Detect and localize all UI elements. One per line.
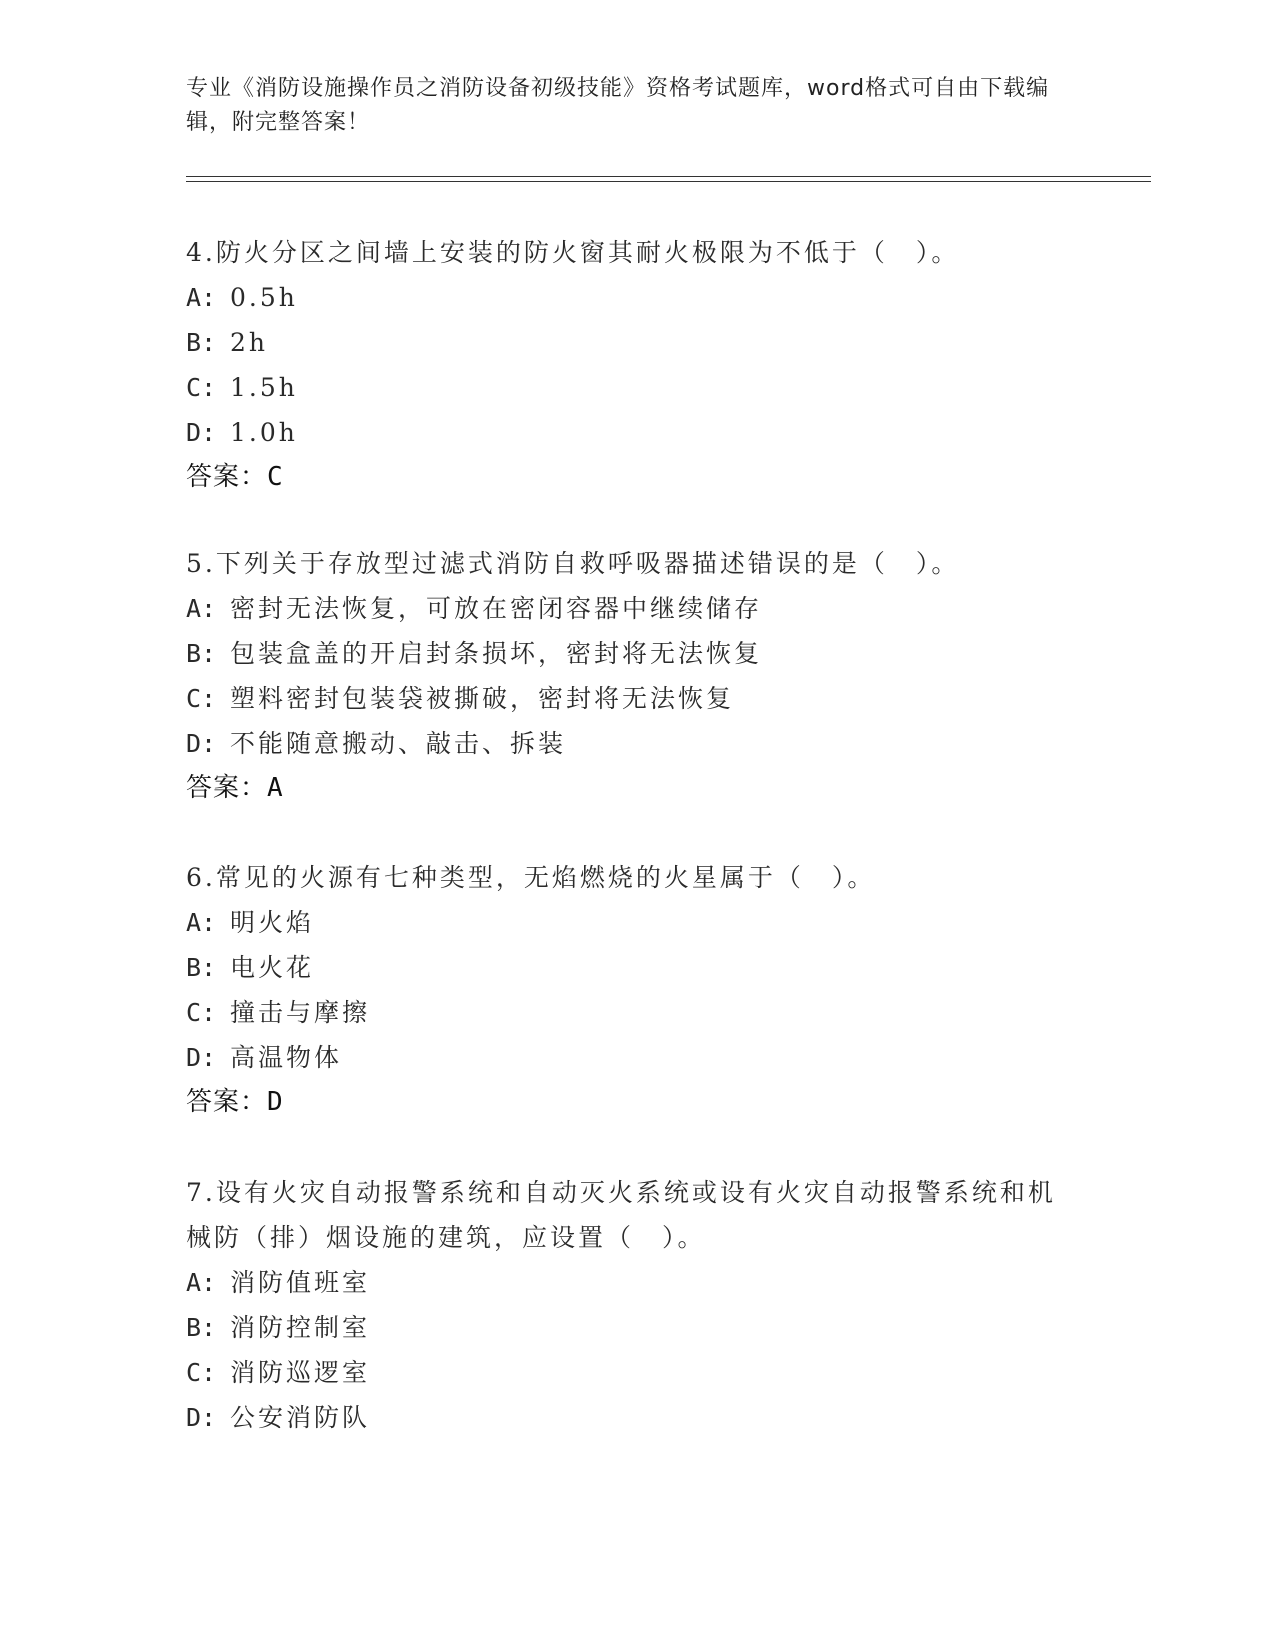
option-c — [186, 365, 1066, 410]
option-letter: A: — [186, 594, 217, 623]
answer-line — [186, 1080, 1066, 1125]
option-d — [186, 1395, 1066, 1440]
option-text: 塑料密封包装袋被撕破，密封将无法恢复 — [230, 684, 735, 713]
option-a — [186, 275, 1066, 320]
option-d — [186, 721, 1066, 766]
answer-label: 答案： — [186, 462, 268, 492]
option-a — [186, 586, 1066, 631]
option-text: 明火焰 — [230, 908, 315, 937]
option-letter: B: — [186, 328, 217, 357]
option-letter: D: — [186, 729, 217, 758]
header-divider-bottom — [186, 181, 1151, 182]
question-5 — [186, 541, 1066, 811]
question-stem: 5.下列关于存放型过滤式消防自救呼吸器描述错误的是（ ）。 — [186, 549, 960, 578]
option-text: 公安消防队 — [230, 1403, 371, 1432]
option-letter: C: — [186, 998, 217, 1027]
option-text: 电火花 — [230, 953, 315, 982]
answer-value: C — [267, 462, 284, 492]
option-text: 0.5h — [230, 283, 298, 312]
option-letter: B: — [186, 953, 217, 982]
option-text: 1.0h — [230, 418, 298, 447]
option-letter: A: — [186, 1268, 217, 1297]
question-6 — [186, 855, 1066, 1125]
option-letter: B: — [186, 1313, 217, 1342]
option-letter: B: — [186, 639, 217, 668]
answer-label: 答案： — [186, 773, 268, 803]
option-letter: A: — [186, 908, 217, 937]
option-text: 消防巡逻室 — [230, 1358, 371, 1387]
option-text: 撞击与摩擦 — [230, 998, 371, 1027]
header-divider-top — [186, 176, 1151, 177]
answer-line — [186, 766, 1066, 811]
option-a — [186, 900, 1066, 945]
answer-value: A — [267, 773, 284, 803]
question-stem: 6.常见的火源有七种类型，无焰燃烧的火星属于（ ）。 — [186, 863, 876, 892]
option-text: 密封无法恢复，可放在密闭容器中继续储存 — [230, 594, 763, 623]
option-text: 消防控制室 — [230, 1313, 371, 1342]
option-b — [186, 945, 1066, 990]
option-d — [186, 1035, 1066, 1080]
option-letter: D: — [186, 418, 217, 447]
option-c — [186, 676, 1066, 721]
option-a — [186, 1260, 1066, 1305]
option-d — [186, 410, 1066, 455]
option-text: 消防值班室 — [230, 1268, 371, 1297]
answer-value: D — [267, 1087, 284, 1117]
document-header-intro: 专业《消防设施操作员之消防设备初级技能》资格考试题库，word格式可自由下载编辑，附完整答案！ — [186, 76, 1050, 135]
question-7 — [186, 1170, 1066, 1440]
option-letter: D: — [186, 1403, 217, 1432]
option-text: 高温物体 — [230, 1043, 343, 1072]
option-text: 不能随意搬动、敲击、拆装 — [230, 729, 567, 758]
option-letter: C: — [186, 373, 217, 402]
option-text: 包装盒盖的开启封条损坏，密封将无法恢复 — [230, 639, 763, 668]
option-b — [186, 320, 1066, 365]
question-stem: 7.设有火灾自动报警系统和自动灭火系统或设有火灾自动报警系统和机械防（排）烟设施的建筑，应设置（ ）。 — [186, 1178, 1056, 1252]
option-letter: D: — [186, 1043, 217, 1072]
option-text: 1.5h — [230, 373, 298, 402]
option-text: 2h — [230, 328, 269, 357]
option-c — [186, 1350, 1066, 1395]
option-letter: C: — [186, 684, 217, 713]
answer-line — [186, 455, 1066, 500]
option-letter: C: — [186, 1358, 217, 1387]
option-b — [186, 631, 1066, 676]
question-stem: 4.防火分区之间墙上安装的防火窗其耐火极限为不低于（ ）。 — [186, 238, 960, 267]
option-c — [186, 990, 1066, 1035]
question-4 — [186, 230, 1066, 500]
answer-label: 答案： — [186, 1087, 268, 1117]
option-letter: A: — [186, 283, 217, 312]
option-b — [186, 1305, 1066, 1350]
